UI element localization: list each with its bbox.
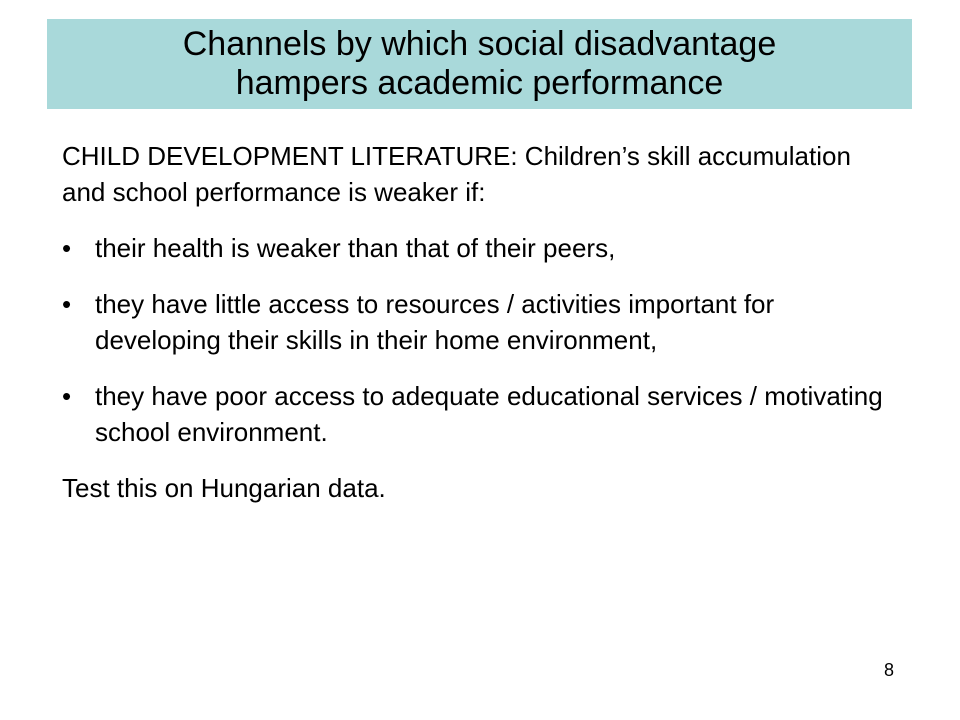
- page-number: 8: [884, 660, 895, 680]
- bullet-dot-icon: •: [62, 381, 72, 411]
- bullet-text: they have little access to resources / activities important for developing their skills in their home environment,: [95, 289, 775, 355]
- bullet-dot-icon: •: [62, 289, 72, 319]
- slide-title-line-1: Channels by which social disadvantage: [182, 25, 777, 63]
- bullet-text: they have poor access to adequate educational services / motivating school environment.: [95, 381, 883, 447]
- closing-paragraph: Test this on Hungarian data.: [62, 473, 386, 503]
- bullet-text: their health is weaker than that of their peers,: [95, 233, 616, 263]
- bullet-item: [62, 286, 892, 358]
- slide-title-line-2: hampers academic performance: [235, 64, 724, 102]
- title-banner: [47, 19, 912, 109]
- slide-body: [62, 138, 892, 506]
- intro-paragraph: CHILD DEVELOPMENT LITERATURE: Children’s skill accumulation and school performance is weaker if:: [62, 141, 851, 207]
- bullet-item: [62, 230, 892, 266]
- bullet-item: [62, 378, 892, 450]
- bullet-list: [62, 230, 892, 450]
- slide-title: [183, 25, 776, 103]
- bullet-dot-icon: •: [62, 233, 72, 263]
